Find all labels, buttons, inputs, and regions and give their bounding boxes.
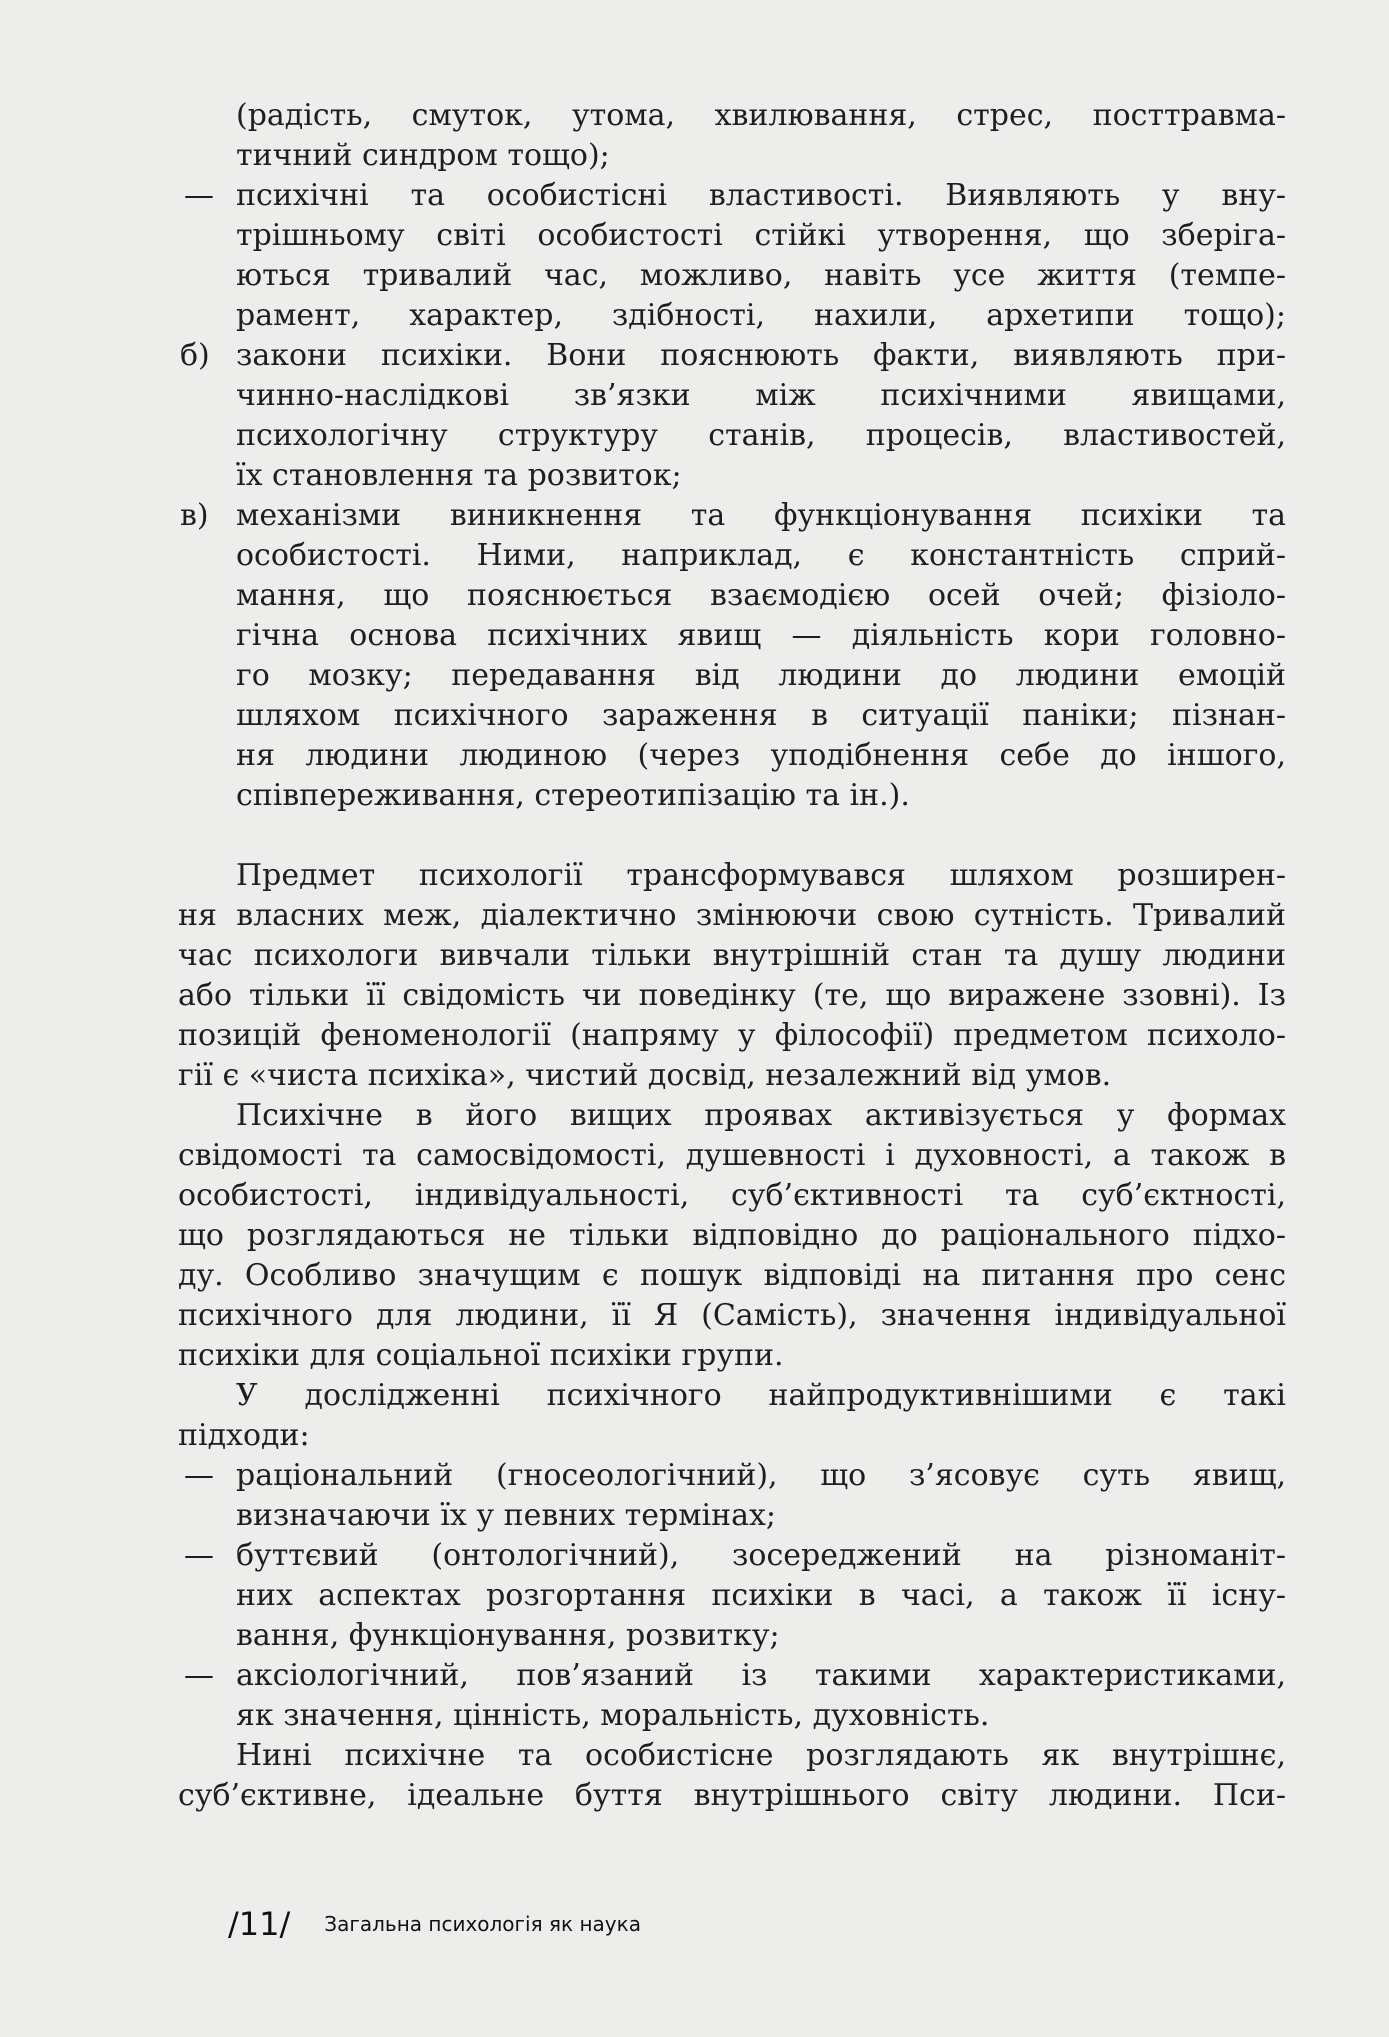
text-line: або тільки її свідомість чи поведінку (те, що виражене ззовні). Із xyxy=(178,978,1286,1013)
text-line: закони психіки. Вони пояснюють факти, виявляють при- xyxy=(236,338,1286,373)
text-line: механізми виникнення та функціонування психіки та xyxy=(236,498,1286,533)
text-line: тичний синдром тощо); xyxy=(236,138,610,173)
text-line: психічного для людини, її Я (Самість), значення індивідуальної xyxy=(178,1298,1286,1333)
text-line: трішньому світі особистості стійкі утворення, що зберіга- xyxy=(236,218,1286,253)
text-line: психіки для соціальної психіки групи. xyxy=(178,1338,784,1373)
text-line: аксіологічний, пов’язаний із такими характеристиками, xyxy=(236,1658,1286,1693)
text-line: вання, функціонування, розвитку; xyxy=(236,1618,780,1653)
text-line: чинно-наслідкові зв’язки між психічними явищами, xyxy=(236,378,1286,413)
text-line: час психологи вивчали тільки внутрішній стан та душу людини xyxy=(178,938,1286,973)
text-line: визначаючи їх у певних термінах; xyxy=(236,1498,777,1533)
text-line: буттєвий (онтологічний), зосереджений на різноманіт- xyxy=(236,1538,1286,1573)
list-block xyxy=(180,96,1286,816)
final-paragraph xyxy=(178,1736,1286,1816)
text-line: ня людини людиною (через уподібнення себе до іншого, xyxy=(236,738,1286,773)
text-line: особистості, індивідуальності, суб’єктивності та суб’єктності, xyxy=(178,1178,1286,1213)
list-dash: — xyxy=(184,1538,214,1573)
text-line: їх становлення та розвиток; xyxy=(236,458,682,493)
approaches-list xyxy=(184,1456,1286,1736)
text-line: них аспектах розгортання психіки в часі, а також її існу- xyxy=(236,1578,1286,1613)
text-line: психічні та особистісні властивості. Виявляють у вну- xyxy=(236,178,1286,213)
text-line: ня власних меж, діалектично змінюючи свою сутність. Тривалий xyxy=(178,898,1286,933)
text-line: ду. Особливо значущим є пошук відповіді на питання про сенс xyxy=(178,1258,1286,1293)
text-line: рамент, характер, здібності, нахили, архетипи тощо); xyxy=(236,298,1286,333)
text-line: Психічне в його вищих проявах активізується у формах xyxy=(236,1098,1286,1133)
page-footer xyxy=(228,1904,641,1944)
text-line: шляхом психічного зараження в ситуації паніки; пізнан- xyxy=(236,698,1286,733)
text-line: гії є «чиста психіка», чистий досвід, незалежний від умов. xyxy=(178,1058,1112,1093)
text-line: що розглядаються не тільки відповідно до раціонального підхо- xyxy=(178,1218,1286,1253)
text-line: як значення, цінність, моральність, духовність. xyxy=(236,1698,990,1733)
running-title: Загальна психологія як наука xyxy=(324,1912,641,1936)
text-line: підходи: xyxy=(178,1418,310,1453)
text-line: У дослідженні психічного найпродуктивнішими є такі xyxy=(236,1378,1286,1413)
text-line: свідомості та самосвідомості, душевності і духовності, а також в xyxy=(178,1138,1286,1173)
text-line: мання, що пояснюється взаємодією осей очей; фізіоло- xyxy=(236,578,1286,613)
list-dash: — xyxy=(184,1458,214,1493)
text-line: позицій феноменології (напряму у філософії) предметом психоло- xyxy=(178,1018,1286,1053)
list-letter-b: б) xyxy=(180,338,210,373)
text-line: раціональний (гносеологічний), що з’ясовує суть явищ, xyxy=(236,1458,1286,1493)
text-line: гічна основа психічних явищ — діяльність кори головно- xyxy=(236,618,1286,653)
text-line: ються тривалий час, можливо, навіть усе життя (темпе- xyxy=(236,258,1286,293)
text-line: суб’єктивне, ідеальне буття внутрішнього світу людини. Пси- xyxy=(178,1778,1286,1813)
text-line: психологічну структуру станів, процесів, властивостей, xyxy=(236,418,1286,453)
text-line: Нині психічне та особистісне розглядають як внутрішнє, xyxy=(236,1738,1286,1773)
text-line: співпереживання, стереотипізацію та ін.). xyxy=(236,778,910,813)
list-letter-v: в) xyxy=(180,498,209,533)
text-line: го мозку; передавання від людини до людини емоцій xyxy=(236,658,1286,693)
text-line: особистості. Ними, наприклад, є константність сприй- xyxy=(236,538,1286,573)
paragraphs-block xyxy=(178,856,1286,1456)
text-line: (радість, смуток, утома, хвилювання, стрес, посттравма- xyxy=(236,98,1286,133)
page-number: /11/ xyxy=(228,1905,291,1943)
text-line: Предмет психології трансформувався шляхом розширен- xyxy=(236,858,1286,893)
list-dash: — xyxy=(184,1658,214,1693)
list-dash: — xyxy=(184,178,214,213)
